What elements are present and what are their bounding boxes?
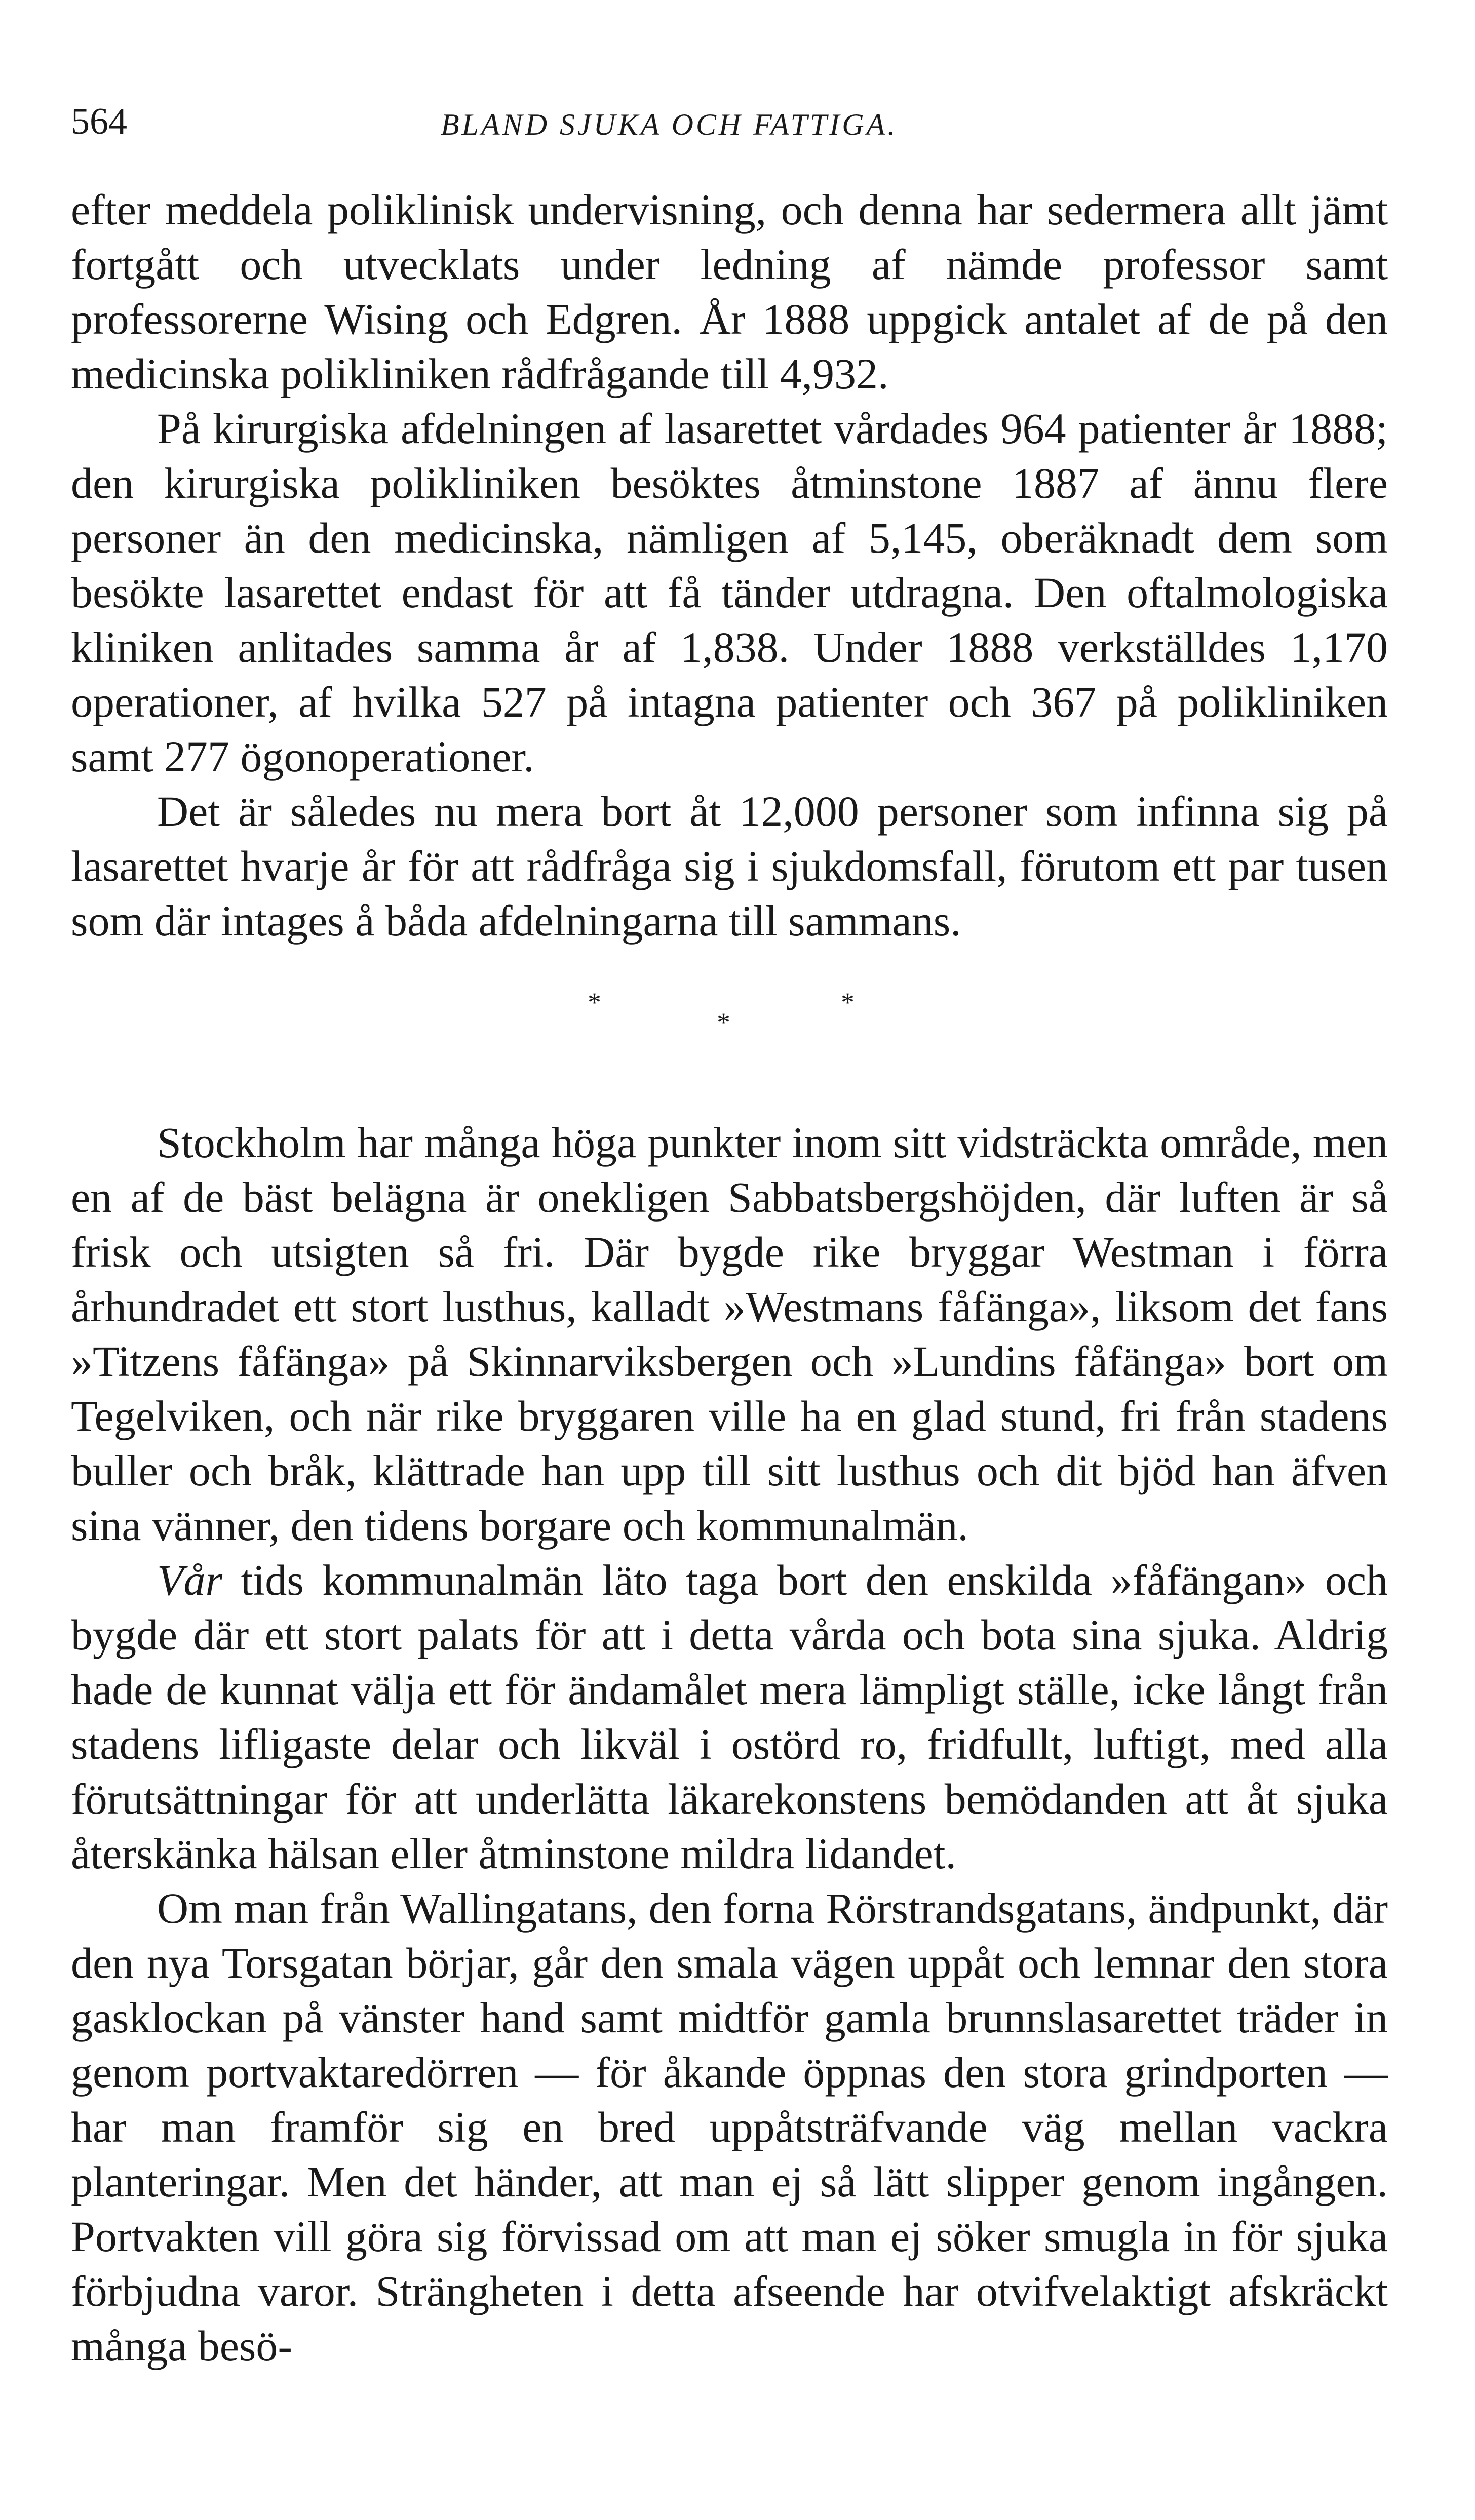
paragraph-continuation: efter meddela poliklinisk undervisning, och denna har sedermera allt jämt fortgått och utvecklats under ledning af nämde professor samt professorerne Wising och Edgren. År 1888 uppgick antalet af de på den medicinska polikliniken rådfrågande till 4,932.: [71, 185, 1388, 398]
running-title: BLAND SJUKA OCH FATTIGA.: [441, 108, 898, 141]
emphasis-word: Vår: [157, 1556, 222, 1604]
paragraph-visitor-totals: Det är således nu mera bort åt 12,000 personer som infinna sig på lasarettet hvarje år för att rådfråga sig i sjukdomsfall, förutom ett par tusen som där intages å båda afdelningarna till sammans.: [71, 787, 1388, 945]
running-head: [71, 96, 1388, 152]
paragraph-approach-route: Om man från Wallingatans, den forna Rörstrandsgatans, ändpunkt, där den nya Torsgatan börjar, går den smala vägen uppåt och lemnar den stora gasklockan på vänster hand samt midtför gamla brunnslasarettet träder in genom portvaktaredörren — för åkande öppnas den stora grindporten — har man framför sig en bred uppåtsträfvande väg mellan vackra planteringar. Men det händer, att man ej så lätt slipper genom ingången. Portvakten vill göra sig förvissad om att man ej söker smugla in för sjuka förbjudna varor. Strängheten i detta afseende har otvifvelaktigt afskräckt många besö-: [71, 1884, 1388, 2370]
paragraph-surgical-department: På kirurgiska afdelningen af lasarettet vårdades 964 patienter år 1888; den kirurgiska polikliniken besöktes åtminstone 1887 af ännu flere personer än den medicinska, nämligen af 5,145, oberäknadt dem som besökte lasarettet endast för att få tänder utdragna. Den oftalmologiska kliniken anlitades samma år af 1,838. Under 1888 verkställdes 1,170 operationer, af hvilka 527 på intagna patienter och 367 på polikliniken samt 277 ögonoperationer.: [71, 404, 1388, 781]
paragraph-hospital-palace: [71, 1553, 1388, 1881]
book-page: [71, 96, 1388, 2373]
paragraph-sabbatsberg-heights: Stockholm har många höga punkter inom sitt vidsträckta område, men en af de bäst belägna är onekligen Sabbatsbergshöjden, där luften är så frisk och utsigten så fri. Där bygde rike bryggar Westman i förra århundradet ett stort lusthus, kalladt »Westmans fåfänga», liksom det fans »Titzens fåfänga» på Skinnarviksbergen och »Lundins fåfänga» bort om Tegelviken, och när rike bryggaren ville ha en glad stund, fri från stadens buller och bråk, klättrade han upp till sitt lusthus och dit bjöd han äfven sina vänner, den tidens borgare och kommunalmän.: [71, 1118, 1388, 1550]
paragraph-text: tids kommunalmän läto taga bort den enskilda »fåfängan» och bygde där ett stort palats för att i detta vårda och bota sina sjuka. Aldrig hade de kunnat välja ett för ändamålet mera lämpligt ställe, icke långt från stadens lifligaste delar och likväl i ostörd ro, fridfullt, luftigt, med alla förutsättningar för att underlätta läkarekonstens bemödanden att åt sjuka återskänka hälsan eller åtminstone mildra lidandet.: [71, 1556, 1388, 1878]
page-number: 564: [71, 101, 127, 142]
divider-star: *: [588, 987, 601, 1017]
divider-star: *: [841, 987, 855, 1017]
divider-star: *: [717, 1007, 730, 1038]
section-divider: [71, 948, 1388, 1115]
